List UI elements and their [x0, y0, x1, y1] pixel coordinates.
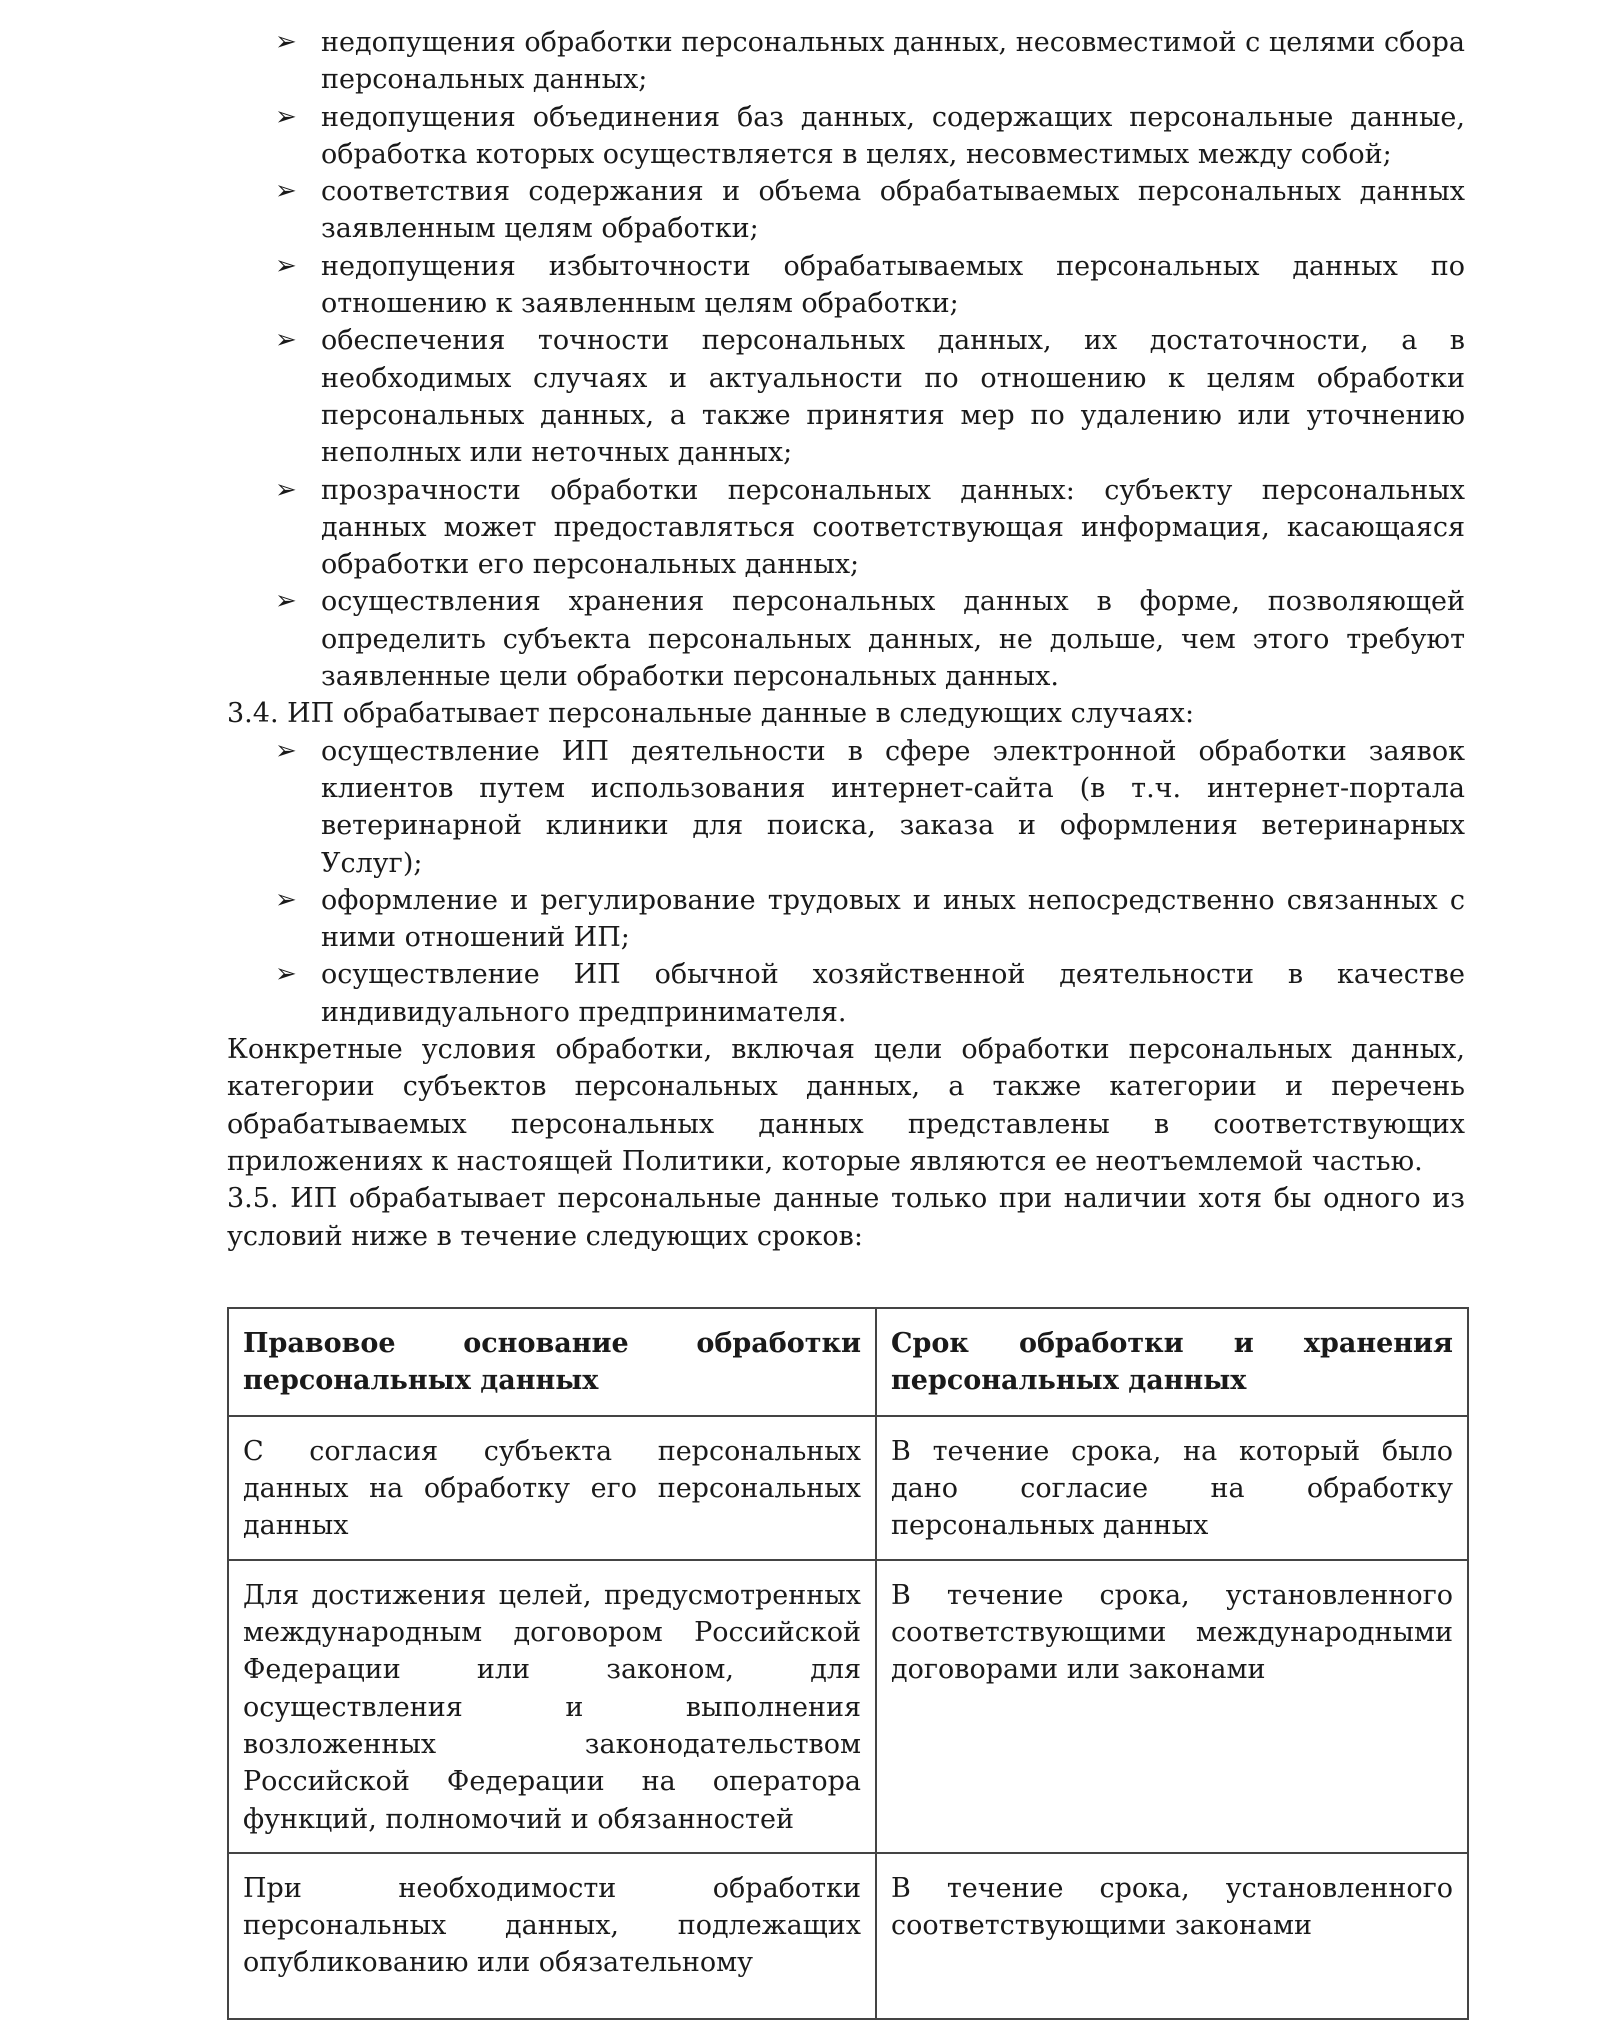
- list-item: ➢ оформление и регулирование трудовых и иных непосредственно связанных с ними отношений ИП;: [321, 882, 1465, 957]
- document-page: [227, 24, 1465, 2020]
- table-cell: Для достижения целей, предусмотренных международным договором Российской Федерации или законом, для осуществления и выполнения возложенных законодательством Российской Федерации на оператора функций, полномочий и обязанностей: [228, 1560, 876, 1853]
- list-item: ➢ недопущения объединения баз данных, содержащих персональные данные, обработка которых осуществляется в целях, несовместимых между собой;: [321, 99, 1465, 174]
- arrow-bullet-icon: ➢: [275, 176, 297, 207]
- legal-basis-table: [227, 1307, 1469, 2020]
- conditions-paragraph: Конкретные условия обработки, включая цели обработки персональных данных, категории субъектов персональных данных, а также категории и перечень обрабатываемых персональных данных представлены в соответствующих приложениях к настоящей Политики, которые являются ее неотъемлемой частью.: [227, 1034, 1465, 1177]
- table-cell: С согласия субъекта персональных данных на обработку его персональных данных: [228, 1416, 876, 1560]
- section-3-4: 3.4. ИП обрабатывает персональные данные в следующих случаях:: [227, 698, 1195, 730]
- arrow-bullet-icon: ➢: [275, 586, 297, 617]
- table-cell: В течение срока, на который было дано согласие на обработку персональных данных: [876, 1416, 1468, 1560]
- arrow-bullet-icon: ➢: [275, 27, 297, 57]
- list-item: ➢ недопущения обработки персональных данных, несовместимой с целями сбора персональных данных;: [321, 24, 1465, 99]
- cases-list: [227, 733, 1465, 1031]
- list-item: ➢ недопущения избыточности обрабатываемых персональных данных по отношению к заявленным целям обработки;: [321, 248, 1465, 323]
- list-item: ➢ обеспечения точности персональных данных, их достаточности, а в необходимых случаях и актуальности по отношению к целям обработки персональных данных, а также принятия мер по удалению или уточнению неполных или неточных данных;: [321, 322, 1465, 471]
- arrow-bullet-icon: ➢: [275, 101, 297, 132]
- arrow-bullet-icon: ➢: [275, 884, 297, 915]
- list-item: ➢ прозрачности обработки персональных данных: субъекту персональных данных может предоставляться соответствующая информация, касающаяся обработки его персональных данных;: [321, 472, 1465, 584]
- section-3-5: 3.5. ИП обрабатывает персональные данные только при наличии хотя бы одного из условий ниже в течение следующих сроков:: [227, 1183, 1465, 1252]
- table-cell: При необходимости обработки персональных данных, подлежащих опубликованию или обязательному: [228, 1853, 876, 2019]
- arrow-bullet-icon: ➢: [275, 474, 297, 505]
- header-legal-basis: Правовое основание обработки персональных данных: [228, 1308, 876, 1416]
- list-item: ➢ соответствия содержания и объема обрабатываемых персональных данных заявленным целям обработки;: [321, 173, 1465, 248]
- principles-list: [227, 24, 1465, 695]
- list-item: ➢ осуществление ИП обычной хозяйственной деятельности в качестве индивидуального предпринимателя.: [321, 956, 1465, 1031]
- table-row: [228, 1853, 1468, 2019]
- list-item: ➢ осуществление ИП деятельности в сфере электронной обработки заявок клиентов путем использования интернет-сайта (в т.ч. интернет-портала ветеринарной клиники для поиска, заказа и оформления ветеринарных Услуг);: [321, 733, 1465, 882]
- header-retention-period: Срок обработки и хранения персональных данных: [876, 1308, 1468, 1416]
- table-cell: В течение срока, установленного соответствующими законами: [876, 1853, 1468, 2019]
- table-row: [228, 1416, 1468, 1560]
- arrow-bullet-icon: ➢: [275, 325, 297, 356]
- table-row: [228, 1560, 1468, 1853]
- arrow-bullet-icon: ➢: [275, 250, 297, 281]
- arrow-bullet-icon: ➢: [275, 959, 297, 990]
- arrow-bullet-icon: ➢: [275, 735, 297, 766]
- spacer: [227, 1255, 1465, 1307]
- table-cell: В течение срока, установленного соответствующими международными договорами или законами: [876, 1560, 1468, 1853]
- list-item: ➢ осуществления хранения персональных данных в форме, позволяющей определить субъекта персональных данных, не дольше, чем этого требуют заявленные цели обработки персональных данных.: [321, 583, 1465, 695]
- table-header-row: [228, 1308, 1468, 1416]
